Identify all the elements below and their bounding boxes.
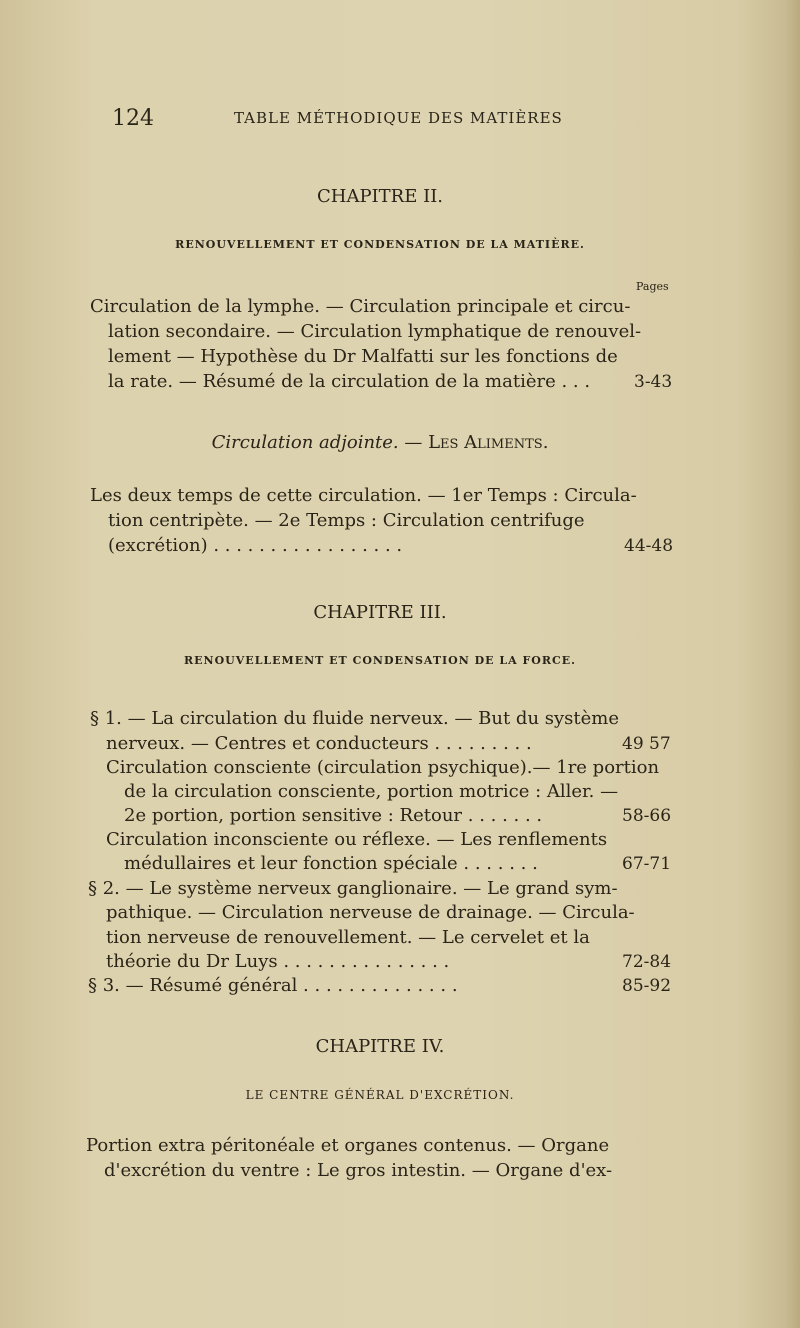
page-range: 67-71 xyxy=(622,854,672,874)
page-range: 58-66 xyxy=(622,806,672,826)
toc-line: médullaires et leur fonction spéciale . . . . . . . xyxy=(124,853,538,874)
chapter-2-title: CHAPITRE II. xyxy=(316,186,444,207)
chapter-3-title: CHAPITRE III. xyxy=(313,602,447,623)
toc-line: (excrétion) . . . . . . . . . . . . . . . . . xyxy=(108,535,403,556)
toc-line: lation secondaire. — Circulation lymphatique de renouvel- xyxy=(108,321,642,342)
toc-line: § 1. — La circulation du fluide nerveux. — But du système xyxy=(90,708,620,729)
page-number: 124 xyxy=(112,106,154,131)
section-heading-caps: — Les Aliments. xyxy=(398,432,549,453)
toc-line: tion nerveuse de renouvellement. — Le cervelet et la xyxy=(106,927,590,948)
running-title: TABLE MÉTHODIQUE DES MATIÈRES xyxy=(234,109,563,127)
page-range: 85-92 xyxy=(622,976,672,996)
toc-line: pathique. — Circulation nerveuse de drainage. — Circula- xyxy=(106,902,635,923)
toc-line: la rate. — Résumé de la circulation de la matière . . . xyxy=(108,371,591,392)
toc-line: nerveux. — Centres et conducteurs . . . . . . . . . xyxy=(106,733,532,754)
toc-line: Les deux temps de cette circulation. — 1er Temps : Circula- xyxy=(90,485,637,506)
toc-line: d'excrétion du ventre : Le gros intestin. — Organe d'ex- xyxy=(104,1160,613,1181)
pages-column-label: Pages xyxy=(636,280,669,293)
chapter-4-subtitle: LE CENTRE GÉNÉRAL D'EXCRÉTION. xyxy=(245,1088,515,1102)
chapter-4-title: CHAPITRE IV. xyxy=(315,1036,445,1057)
toc-line: théorie du Dr Luys . . . . . . . . . . . . . . . xyxy=(106,951,450,972)
toc-line: Circulation consciente (circulation psychique).— 1re portion xyxy=(106,757,660,778)
toc-line: § 2. — Le système nerveux ganglionaire. — Le grand sym- xyxy=(88,878,618,899)
page-edge xyxy=(786,0,800,1328)
toc-line: § 3. — Résumé général . . . . . . . . . . . . . . xyxy=(88,975,458,996)
page-range: 72-84 xyxy=(622,952,672,972)
chapter-3-subtitle: RENOUVELLEMENT ET CONDENSATION DE LA FORCE. xyxy=(184,654,576,667)
chapter-2-subtitle: RENOUVELLEMENT ET CONDENSATION DE LA MATIÈRE. xyxy=(175,238,585,251)
toc-line: Circulation de la lymphe. — Circulation principale et circu- xyxy=(90,296,631,317)
page-range: 3-43 xyxy=(634,372,673,392)
toc-line: de la circulation consciente, portion motrice : Aller. — xyxy=(124,781,619,802)
page-range: 49 57 xyxy=(622,734,671,754)
running-header xyxy=(112,106,672,132)
toc-line: tion centripète. — 2e Temps : Circulation centrifuge xyxy=(108,510,585,531)
section-heading xyxy=(0,430,760,456)
toc-line: 2e portion, portion sensitive : Retour . . . . . . . xyxy=(124,805,543,826)
toc-line: lement — Hypothèse du Dr Malfatti sur les fonctions de xyxy=(108,346,618,367)
page-range: 44-48 xyxy=(624,536,674,556)
section-heading-italic: Circulation adjointe. xyxy=(211,432,399,453)
toc-line: Portion extra péritonéale et organes contenus. — Organe xyxy=(86,1135,610,1156)
toc-line: Circulation inconsciente ou réflexe. — Les renflements xyxy=(106,829,608,850)
